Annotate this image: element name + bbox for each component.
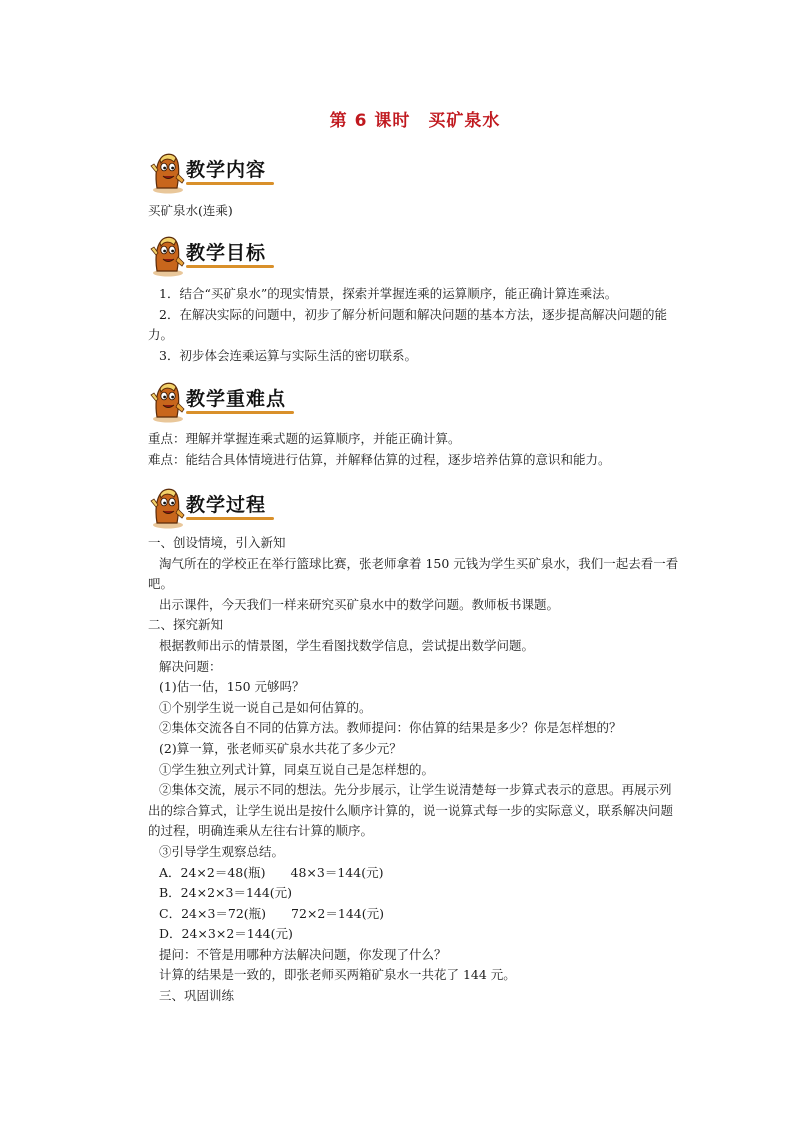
section-heading-goals (148, 233, 308, 277)
page-title (0, 106, 794, 131)
keypoint-item: 难点：能结合具体情境进行估算，并解释估算的过程，逐步培养估算的意识和能力。 (148, 451, 611, 467)
process-paragraph: 解决问题： (159, 658, 222, 674)
calculation-option: C．24×3＝72(瓶) 72×2＝144(元) (159, 905, 385, 921)
section-heading-label: 教学内容 (186, 159, 267, 181)
process-paragraph: 根据教师出示的情景图，学生看图找数学信息，尝试提出数学问题。 (159, 637, 535, 653)
goal-item: 2．在解决实际的问题中，初步了解分析问题和解决问题的基本方法，逐步提高解决问题的能力。 (148, 306, 667, 343)
calculation-option: D．24×3×2＝144(元) (159, 926, 293, 942)
process-heading-1: 一、创设情境，引入新知 (148, 535, 286, 550)
process-paragraph: ②集体交流，展示不同的想法。先分步展示，让学生说清楚每一步算式表示的意思。再展示列出的综合算式，让学生说出是按什么顺序计算的，说一说算式每一步的实际意义，联系解决问题的过程，明确连乘从左往右计算的顺序。 (148, 782, 674, 839)
calculation-option: A．24×2＝48(瓶) 48×3＝144(元) (159, 864, 384, 880)
process-step: ①个别学生说一说自己是如何估算的。 (159, 699, 372, 715)
section-heading-content (148, 150, 308, 194)
process-step: ③引导学生观察总结。 (159, 843, 285, 859)
pencil-mascot-icon (148, 233, 188, 277)
lesson-name: 买矿泉水 (428, 111, 501, 131)
heading-underline (186, 411, 294, 414)
pencil-mascot-icon (148, 150, 188, 194)
heading-underline (186, 517, 274, 520)
process-step: (1)估一估，150 元够吗？ (159, 679, 305, 695)
process-paragraph: 淘气所在的学校正在举行篮球比赛，张老师拿着 150 元钱为学生买矿泉水，我们一起去看一看吧。 (148, 555, 679, 592)
section-process-body (148, 533, 683, 1007)
lesson-number: 第 6 课时 (329, 111, 411, 131)
section-heading-keypoints (148, 379, 308, 423)
heading-underline (186, 182, 274, 185)
section-heading-label: 教学重难点 (186, 388, 287, 410)
heading-underline (186, 265, 274, 268)
process-step: (2)算一算，张老师买矿泉水共花了多少元？ (159, 740, 402, 756)
content-line: 买矿泉水(连乘) (148, 203, 233, 218)
section-keypoints-body (148, 429, 611, 470)
section-heading-label: 教学目标 (186, 242, 267, 264)
pencil-mascot-icon (148, 485, 188, 529)
process-heading-3: 三、巩固训练 (159, 988, 235, 1004)
calculation-option: B．24×2×3＝144(元) (159, 885, 293, 901)
section-content-body (148, 201, 233, 222)
section-goals-body (148, 284, 683, 366)
pencil-mascot-icon (148, 379, 188, 423)
process-paragraph: 计算的结果是一致的，即张老师买两箱矿泉水一共花了 144 元。 (159, 967, 516, 983)
goal-item: 3．初步体会连乘运算与实际生活的密切联系。 (159, 347, 417, 363)
process-question: 提问：不管是用哪种方法解决问题，你发现了什么？ (159, 946, 447, 962)
process-step: ①学生独立列式计算，同桌互说自己是怎样想的。 (159, 761, 435, 777)
goal-item: 1．结合“买矿泉水”的现实情景，探索并掌握连乘的运算顺序，能正确计算连乘法。 (159, 286, 618, 301)
process-heading-2: 二、探究新知 (148, 617, 224, 633)
section-heading-label: 教学过程 (186, 494, 267, 516)
process-paragraph: 出示课件，今天我们一样来研究买矿泉水中的数学问题。教师板书课题。 (159, 596, 560, 612)
process-step: ②集体交流各自不同的估算方法。教师提问：你估算的结果是多少？你是怎样想的？ (159, 720, 622, 736)
keypoint-item: 重点：理解并掌握连乘式题的运算顺序，并能正确计算。 (148, 431, 461, 446)
section-heading-process (148, 485, 308, 529)
